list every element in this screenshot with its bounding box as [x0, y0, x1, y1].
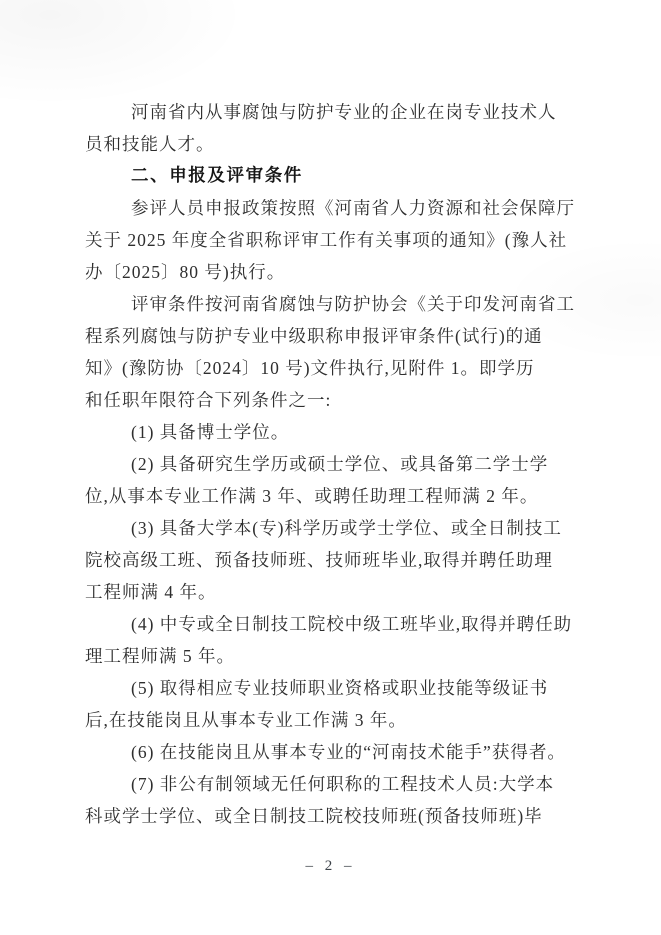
- text-line: 工程师满 4 年。: [85, 582, 217, 602]
- text-line: 知》(豫防协〔2024〕10 号)文件执行,见附件 1。即学历: [85, 358, 535, 378]
- text-line: (7) 非公有制领域无任何职称的工程技术人员:大学本: [131, 774, 555, 794]
- text-line: 员和技能人才。: [85, 134, 215, 154]
- text-line: 关于 2025 年度全省职称评审工作有关事项的通知》(豫人社: [85, 230, 568, 250]
- text-line: 科或学士学位、或全日制技工院校技师班(预备技师班)毕: [85, 806, 543, 826]
- text-line: 评审条件按河南省腐蚀与防护协会《关于印发河南省工: [131, 294, 575, 314]
- text-line: (5) 取得相应专业技师职业资格或职业技能等级证书: [131, 678, 549, 698]
- text-line: 和任职年限符合下列条件之一:: [85, 390, 332, 410]
- text-line: (1) 具备博士学位。: [131, 422, 290, 442]
- page-number: – 2 –: [305, 858, 356, 874]
- text-line: 院校高级工班、预备技师班、技师班毕业,取得并聘任助理: [85, 550, 553, 570]
- text-line: 后,在技能岗且从事本专业工作满 3 年。: [85, 710, 407, 730]
- section-heading: 二、申报及评审条件: [131, 166, 303, 186]
- text-line: (4) 中专或全日制技工院校中级工班毕业,取得并聘任助: [131, 614, 573, 634]
- text-line: (2) 具备研究生学历或硕士学位、或具备第二学士学: [131, 454, 549, 474]
- text-line: (6) 在技能岗且从事本专业的“河南技术能手”获得者。: [131, 742, 566, 762]
- document-lines: [85, 96, 595, 832]
- text-line: 理工程师满 5 年。: [85, 646, 235, 666]
- text-line: 位,从事本专业工作满 3 年、或聘任助理工程师满 2 年。: [85, 486, 539, 506]
- text-line: 参评人员申报政策按照《河南省人力资源和社会保障厅: [131, 198, 575, 218]
- text-line: 程系列腐蚀与防护专业中级职称申报评审条件(试行)的通: [85, 326, 543, 346]
- text-line: 河南省内从事腐蚀与防护专业的企业在岗专业技术人: [131, 102, 557, 122]
- text-line: (3) 具备大学本(专)科学历或学士学位、或全日制技工: [131, 518, 562, 538]
- text-line: 办〔2025〕80 号)执行。: [85, 262, 286, 282]
